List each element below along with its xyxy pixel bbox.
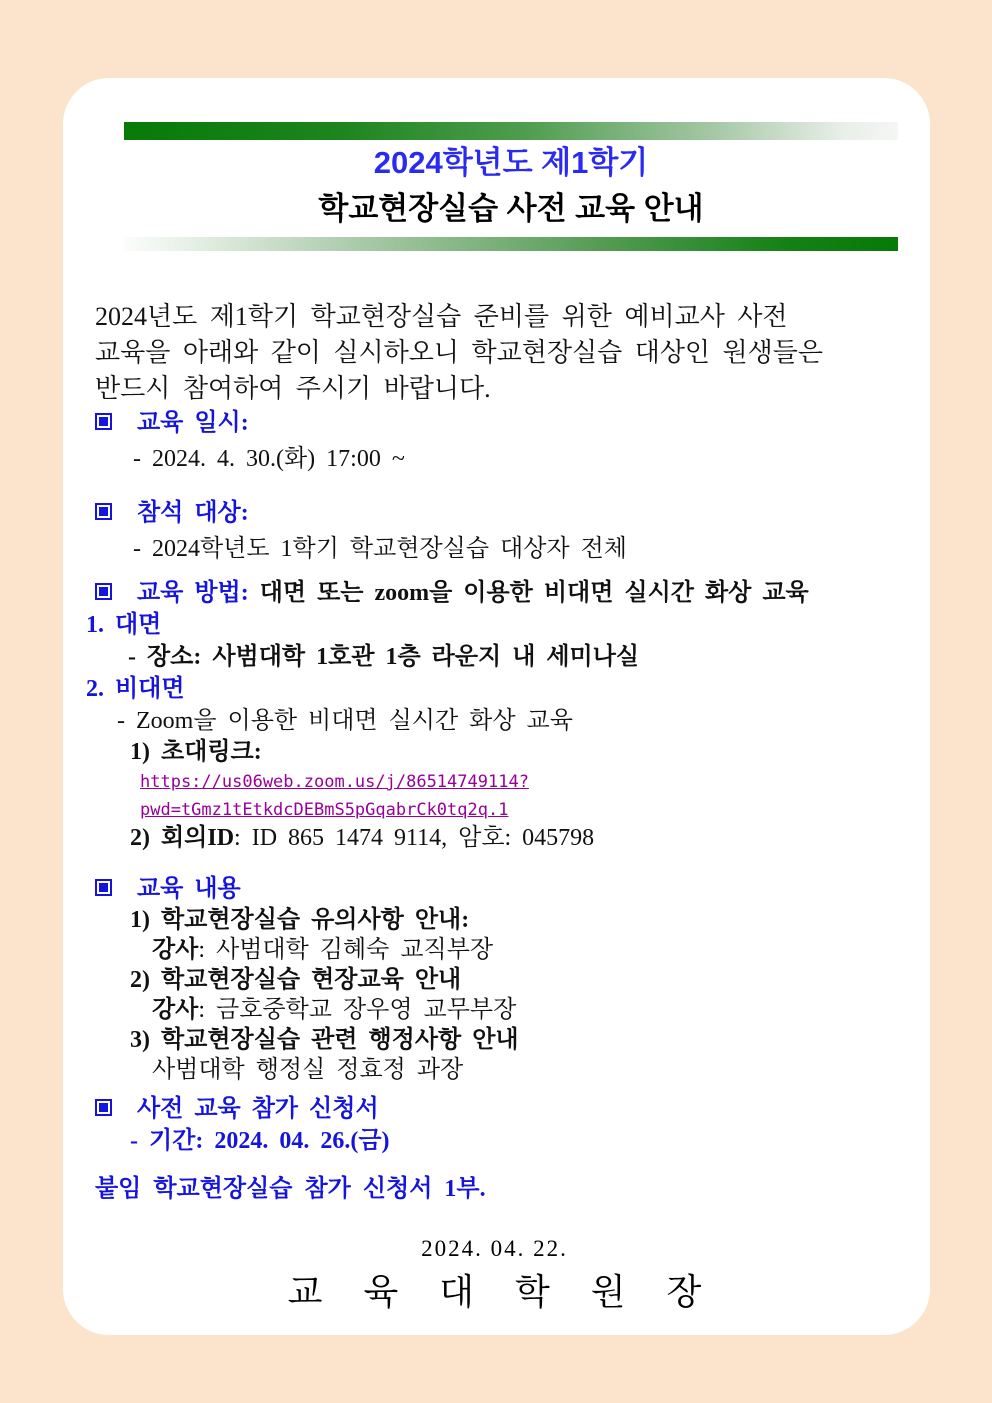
section-content-heading xyxy=(95,873,894,905)
square-bullet-icon xyxy=(95,879,112,896)
section-application-heading xyxy=(95,1093,894,1125)
issue-date: 2024. 04. 22. xyxy=(421,1236,568,1261)
attendees-item: - 2024학년도 1학기 학교현장실습 대상자 전체 xyxy=(133,536,627,562)
meeting-id-row xyxy=(130,823,894,853)
section-attendees-heading xyxy=(95,497,894,529)
notice-title-line1: 2024학년도 제1학기 xyxy=(373,145,649,180)
lecturer-label: 강사 xyxy=(152,997,199,1023)
method-heading-label: 교육 방법: xyxy=(137,580,249,606)
method-item1-title: 1. 대면 xyxy=(86,612,162,638)
schedule-item: - 2024. 4. 30.(화) 17:00 ~ xyxy=(133,446,405,472)
notice-title-line2: 학교현장실습 사전 교육 안내 xyxy=(318,191,704,226)
meeting-id-value: : ID 865 1474 9114, 암호: 045798 xyxy=(234,825,595,851)
signature-dean: 교 육 대 학 원 장 xyxy=(287,1272,702,1312)
section-method-heading xyxy=(95,577,894,609)
content-heading-label: 교육 내용 xyxy=(137,876,241,902)
section-schedule-heading xyxy=(95,407,894,439)
content-item-2-title: 2) 학교현장실습 현장교육 안내 xyxy=(130,967,462,993)
lecturer-name: : 금호중학교 장우영 교무부장 xyxy=(198,997,517,1023)
square-bullet-icon xyxy=(95,1099,112,1116)
meeting-id-label: 2) 회의ID xyxy=(130,825,235,851)
square-bullet-icon xyxy=(95,583,112,600)
method-item2-detail: - Zoom을 이용한 비대면 실시간 화상 교육 xyxy=(117,708,573,734)
intro-line-2: 교육을 아래와 같이 실시하오니 학교현장실습 대상인 원생들은 xyxy=(95,338,824,367)
application-period-item: - 기간: 2024. 04. 26.(금) xyxy=(130,1128,390,1154)
lecturer-name: : 사범대학 김혜숙 교직부장 xyxy=(198,937,494,963)
content-item-1-title: 1) 학교현장실습 유의사항 안내: xyxy=(130,907,470,933)
intro-paragraph xyxy=(95,299,894,407)
content-item-3-title: 3) 학교현장실습 관련 행정사항 안내 xyxy=(130,1027,519,1053)
schedule-heading-label: 교육 일시: xyxy=(137,410,249,436)
green-gradient-bar-top xyxy=(124,122,898,140)
content-item-2-lecturer xyxy=(152,995,894,1025)
application-heading-label: 사전 교육 참가 신청서 xyxy=(137,1096,379,1122)
content-item-3-lecturer: 사범대학 행정실 정효정 과장 xyxy=(152,1057,464,1083)
lecturer-label: 강사 xyxy=(152,937,199,963)
content-item-1-lecturer xyxy=(152,935,894,965)
notice-body xyxy=(63,299,930,1315)
intro-line-1: 2024년도 제1학기 학교현장실습 준비를 위한 예비교사 사전 xyxy=(95,302,788,331)
green-gradient-bar-bottom xyxy=(124,237,898,251)
method-item1-detail: - 장소: 사범대학 1호관 1층 라운지 내 세미나실 xyxy=(128,644,640,670)
square-bullet-icon xyxy=(95,503,112,520)
invite-link-row xyxy=(140,767,894,823)
notice-card xyxy=(63,78,930,1335)
intro-line-3: 반드시 참여하여 주시기 바랍니다. xyxy=(95,374,491,403)
method-heading-rest: 대면 또는 zoom을 이용한 비대면 실시간 화상 교육 xyxy=(259,580,809,606)
invite-link-label: 1) 초대링크: xyxy=(130,739,262,765)
attendees-heading-label: 참석 대상: xyxy=(137,500,249,526)
square-bullet-icon xyxy=(95,413,112,430)
attachment-note: 붙임 학교현장실습 참가 신청서 1부. xyxy=(95,1176,486,1202)
zoom-meeting-link[interactable]: https://us06web.zoom.us/j/86514749114?pwd=tGmz1tEtkdcDEBmS5pGqabrCk0tq2q.1 xyxy=(140,772,529,820)
method-item2-title: 2. 비대면 xyxy=(86,676,185,702)
